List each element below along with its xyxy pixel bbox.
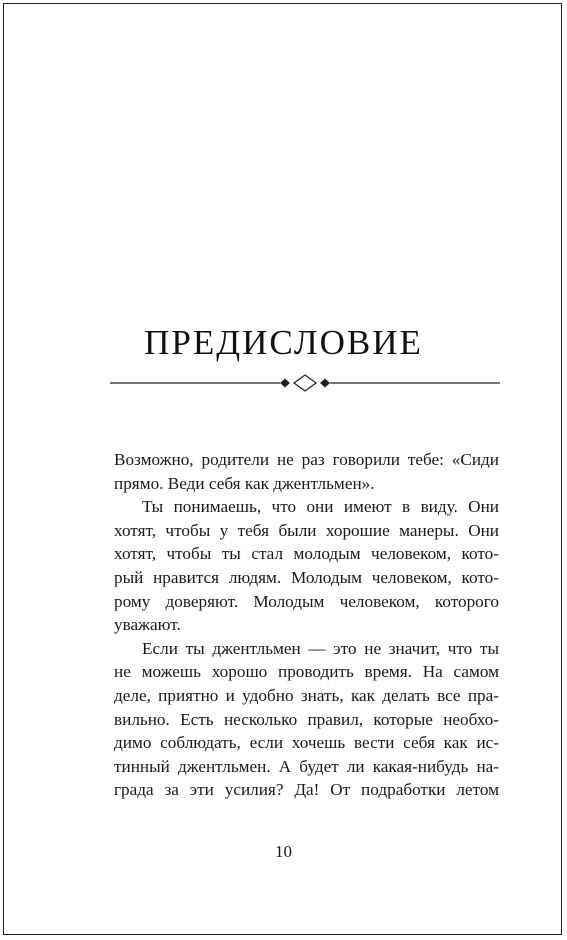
paragraph-1 — [114, 448, 499, 495]
text-line: хотят, чтобы ты стал молодым человеком, кото- — [114, 544, 499, 564]
text-line: Если ты джентльмен — это не значит, что ты — [142, 638, 499, 658]
text-line: вильно. Есть несколько правил, которые необхо- — [114, 709, 499, 729]
text-line: рому доверяют. Молодым человеком, которого — [114, 591, 499, 611]
text-line: прямо. Веди себя как джентльмен». — [114, 473, 375, 493]
text-line: димо соблюдать, если хочешь вести себя как ис- — [114, 733, 499, 753]
text-line: деле, приятно и удобно знать, как делать все пра- — [114, 685, 499, 705]
text-line: рый нравится людям. Молодым человеком, кото- — [114, 567, 499, 587]
text-line: града за эти усилия? Да! От подработки летом — [114, 780, 499, 800]
paragraph-2 — [114, 495, 499, 637]
chapter-title: ПРЕДИСЛОВИЕ — [144, 323, 423, 362]
title-ornament-divider — [110, 374, 500, 392]
text-line: уважают. — [114, 615, 181, 635]
text-line: хотят, чтобы у тебя были хорошие манеры. Они — [114, 520, 499, 540]
page-number: 10 — [275, 842, 292, 861]
paragraph-3 — [114, 637, 499, 802]
ornament-diamond-center — [294, 375, 316, 391]
ornament-diamond-right — [320, 379, 330, 388]
body-text — [114, 448, 499, 802]
text-line: Возможно, родители не раз говорили тебе: «Сиди — [114, 450, 499, 469]
text-line: тинный джентльмен. А будет ли какая-нибудь на- — [114, 756, 499, 776]
ornament-diamond-left — [280, 379, 290, 388]
text-line: не можешь хорошо проводить время. На самом — [114, 662, 499, 682]
text-line: Ты понимаешь, что они имеют в виду. Они — [142, 497, 499, 517]
